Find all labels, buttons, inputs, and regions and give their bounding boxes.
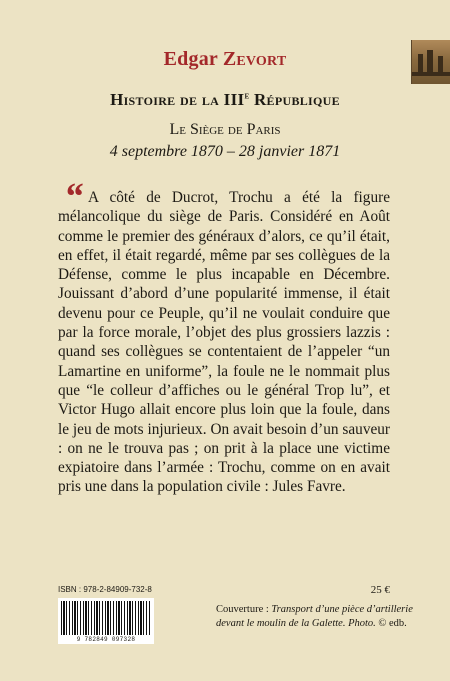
credit-text: Transport d’une pièce d’artillerie devant le moulin de la Galette. Photo. — [216, 604, 413, 629]
credit-label: Couverture : — [216, 604, 272, 615]
author-first-name: Edgar — [163, 48, 218, 70]
isbn-label: ISBN : 978-2-84909-732-8 — [58, 585, 152, 594]
book-dates: 4 septembre 1870 – 28 janvier 1871 — [109, 143, 341, 160]
barcode — [58, 598, 154, 644]
book-title — [0, 90, 450, 110]
book-subtitle: Le Siège de Paris — [169, 121, 281, 138]
title-main: Histoire de la III — [110, 90, 245, 109]
cover-credit — [216, 603, 416, 631]
blurb-text: A côté de Ducrot, Trochu a été la figure mélancolique du siège de Paris. Considéré en Août comme le premier des généraux d’alors, ce qu’il était, en effet, il était regardé, même par ses collègues de la Défense, comme le plus incapable en Décembre. Jouissant d’abord d’une popularité immense, il était devenu pour ce Peuple, qu’il ne voulait conduire que par la force morale, l’objet des plus grossiers lazzis : quand ses collègues se contentaient de l’appeler “un Lamartine en uniforme”, la foule ne le nommait plus que “le colleur d’affiches ou le général Trop lu”, et Victor Hugo allait encore plus loin que la foule, dans le jeu de mots injurieux. On avait besoin d’un sauveur : on ne le trouva pas ; on prit à la place une victime expiatoire dans l’armée : Trochu, comme on en avait pris une dans la population civile : Jules Favre. — [58, 189, 390, 496]
author-last-name: Zevort — [222, 48, 287, 70]
credit-copyright: © edb. — [375, 618, 407, 629]
title-tail: République — [249, 90, 340, 109]
barcode-bars-icon — [61, 601, 151, 635]
author-name — [0, 48, 450, 71]
barcode-digits: 9 782849 097328 — [76, 636, 136, 643]
price: 25 € — [370, 584, 390, 596]
title-superscript: e — [244, 90, 250, 102]
quote-mark-icon: “ — [64, 176, 83, 218]
